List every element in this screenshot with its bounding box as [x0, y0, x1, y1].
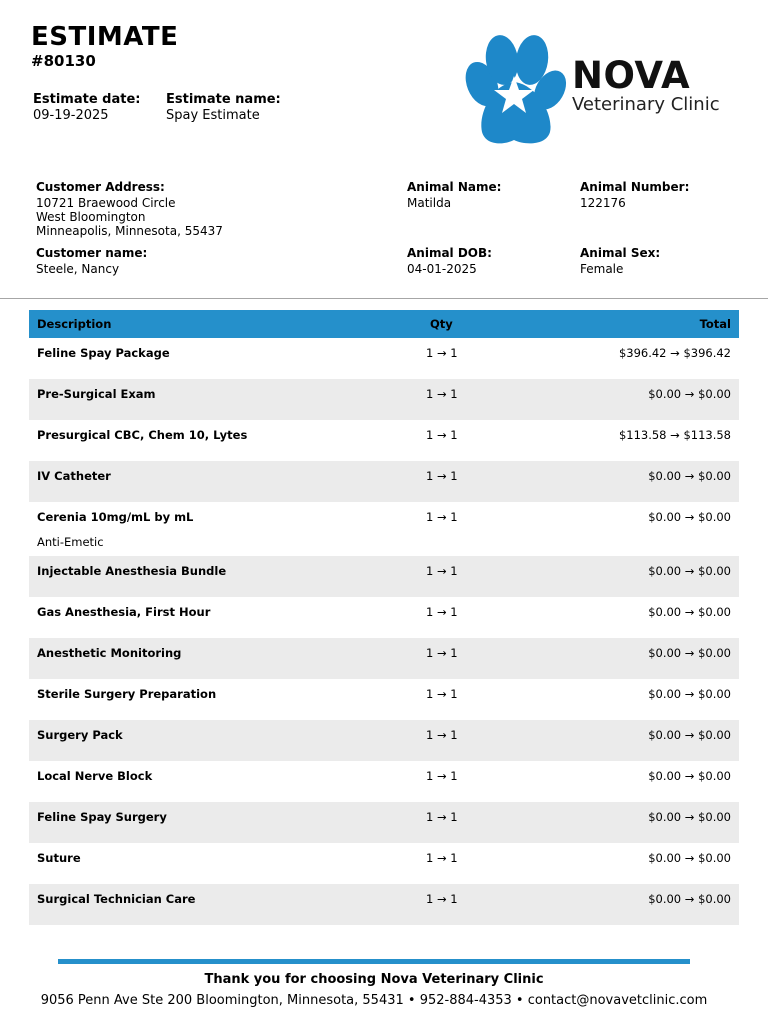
estimate-name-label: Estimate name:	[166, 92, 281, 107]
row-total: $0.00 → $0.00	[648, 728, 731, 742]
table-row	[29, 597, 739, 638]
footer-thanks: Thank you for choosing Nova Veterinary Clinic	[204, 972, 544, 987]
row-total: $113.58 → $113.58	[618, 428, 731, 442]
estimate-date-label: Estimate date:	[33, 92, 141, 107]
estimate-number: #80130	[31, 52, 96, 70]
row-note: Anti-Emetic	[37, 535, 104, 549]
row-qty: 1 → 1	[426, 387, 458, 401]
row-qty: 1 → 1	[426, 728, 458, 742]
row-total: $0.00 → $0.00	[648, 387, 731, 401]
animal-sex-label: Animal Sex:	[580, 246, 661, 260]
estimate-date-value: 09-19-2025	[33, 108, 109, 123]
header-total: Total	[699, 317, 731, 331]
animal-name-value: Matilda	[407, 196, 452, 210]
row-description: Cerenia 10mg/mL by mL	[37, 510, 194, 524]
row-qty: 1 → 1	[426, 646, 458, 660]
row-qty: 1 → 1	[426, 510, 458, 524]
table-row	[29, 720, 739, 761]
row-total: $0.00 → $0.00	[648, 769, 731, 783]
table-row	[29, 884, 739, 925]
table-row	[29, 761, 739, 802]
table-header	[29, 310, 739, 338]
estimate-name-value: Spay Estimate	[166, 108, 260, 123]
row-description: Feline Spay Package	[37, 346, 170, 360]
row-qty: 1 → 1	[426, 810, 458, 824]
table-row	[29, 843, 739, 884]
row-qty: 1 → 1	[426, 851, 458, 865]
animal-dob-value: 04-01-2025	[407, 262, 477, 276]
row-qty: 1 → 1	[426, 892, 458, 906]
row-qty: 1 → 1	[426, 469, 458, 483]
row-description: Suture	[37, 851, 81, 865]
header-qty: Qty	[430, 317, 453, 331]
clinic-logo	[462, 32, 737, 147]
row-total: $0.00 → $0.00	[648, 810, 731, 824]
row-total: $0.00 → $0.00	[648, 892, 731, 906]
logo-subtitle: Veterinary Clinic	[572, 94, 720, 115]
address-line: 10721 Braewood Circle	[36, 196, 176, 210]
row-description: Presurgical CBC, Chem 10, Lytes	[37, 428, 248, 442]
row-total: $0.00 → $0.00	[648, 646, 731, 660]
row-qty: 1 → 1	[426, 428, 458, 442]
row-total: $396.42 → $396.42	[618, 346, 731, 360]
row-description: Surgery Pack	[37, 728, 123, 742]
footer-contact: 9056 Penn Ave Ste 200 Bloomington, Minnesota, 55431 • 952-884-4353 • contact@novavetclinic.com	[40, 993, 708, 1008]
table-row	[29, 679, 739, 720]
row-description: IV Catheter	[37, 469, 111, 483]
row-total: $0.00 → $0.00	[648, 564, 731, 578]
section-divider	[0, 298, 768, 299]
footer-accent-bar	[58, 959, 690, 964]
animal-dob-label: Animal DOB:	[407, 246, 492, 260]
row-description: Local Nerve Block	[37, 769, 153, 783]
row-qty: 1 → 1	[426, 605, 458, 619]
animal-sex-value: Female	[580, 262, 624, 276]
row-description: Surgical Technician Care	[37, 892, 196, 906]
animal-number-value: 122176	[580, 196, 626, 210]
row-description: Anesthetic Monitoring	[37, 646, 182, 660]
row-description: Gas Anesthesia, First Hour	[37, 605, 211, 619]
customer-name-label: Customer name:	[36, 246, 148, 260]
animal-name-label: Animal Name:	[407, 180, 502, 194]
row-qty: 1 → 1	[426, 769, 458, 783]
row-qty: 1 → 1	[426, 687, 458, 701]
customer-address	[36, 196, 223, 238]
table-row	[29, 502, 739, 556]
row-total: $0.00 → $0.00	[648, 687, 731, 701]
row-description: Feline Spay Surgery	[37, 810, 167, 824]
paw-star-icon	[462, 32, 572, 147]
table-row	[29, 638, 739, 679]
row-description: Sterile Surgery Preparation	[37, 687, 217, 701]
row-qty: 1 → 1	[426, 564, 458, 578]
row-total: $0.00 → $0.00	[648, 605, 731, 619]
address-line: West Bloomington	[36, 210, 146, 224]
table-row	[29, 802, 739, 843]
logo-wordmark: NOVA	[572, 54, 691, 97]
row-description: Injectable Anesthesia Bundle	[37, 564, 227, 578]
row-total: $0.00 → $0.00	[648, 469, 731, 483]
customer-name-value: Steele, Nancy	[36, 262, 120, 276]
header-description: Description	[37, 317, 112, 331]
table-row	[29, 379, 739, 420]
estimate-title: ESTIMATE	[31, 22, 179, 52]
table-row	[29, 556, 739, 597]
row-qty: 1 → 1	[426, 346, 458, 360]
table-row	[29, 461, 739, 502]
table-row	[29, 338, 739, 379]
animal-number-label: Animal Number:	[580, 180, 690, 194]
row-total: $0.00 → $0.00	[648, 851, 731, 865]
row-description: Pre-Surgical Exam	[37, 387, 156, 401]
customer-address-label: Customer Address:	[36, 180, 165, 194]
row-total: $0.00 → $0.00	[648, 510, 731, 524]
estimate-table	[29, 310, 739, 925]
address-line: Minneapolis, Minnesota, 55437	[36, 224, 223, 238]
table-row	[29, 420, 739, 461]
